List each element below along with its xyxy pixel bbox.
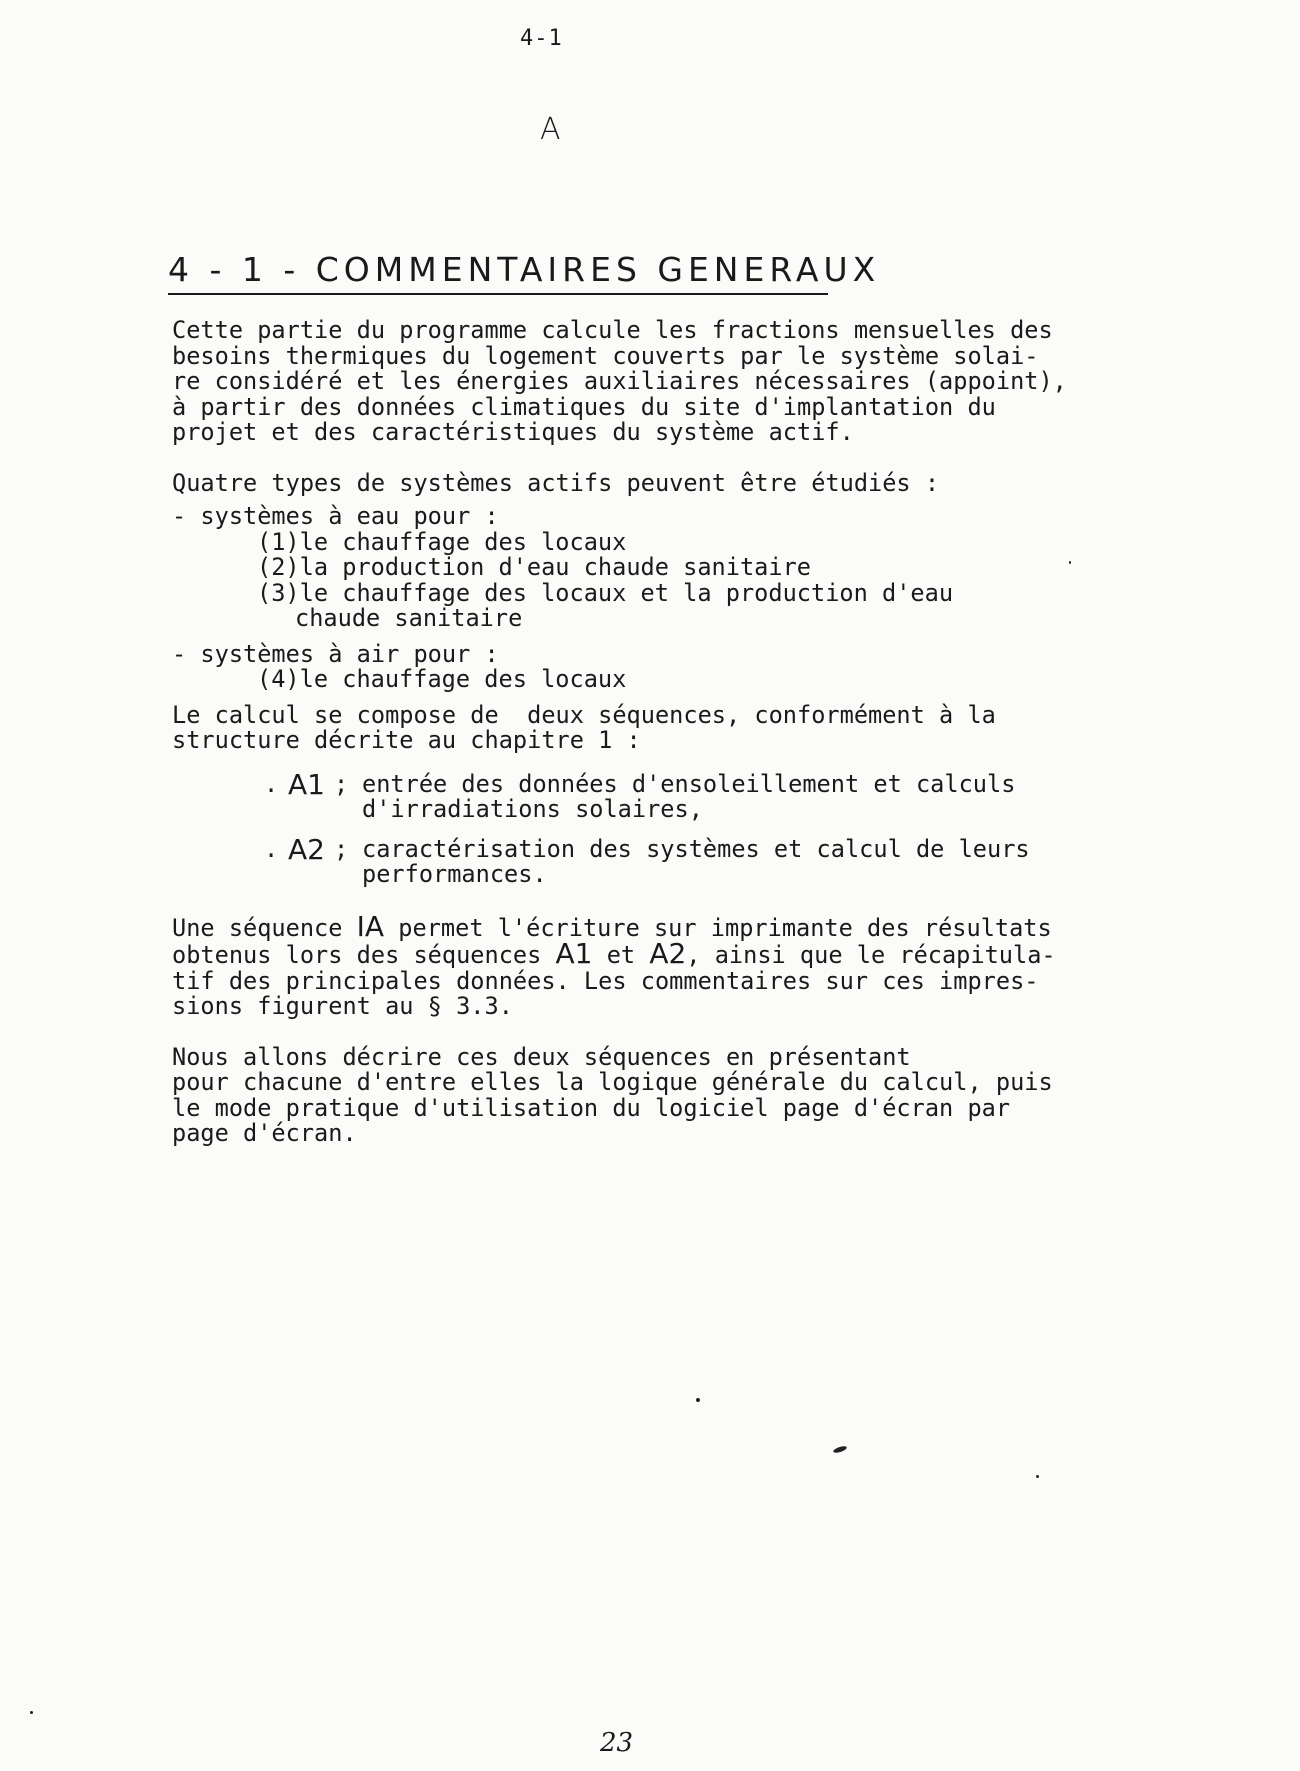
text-run: Une séquence	[172, 913, 357, 942]
list-heading-water: - systèmes à eau pour :	[172, 502, 499, 530]
paragraph-print-sequence	[172, 909, 1172, 1020]
scan-speck	[1036, 1475, 1039, 1478]
document-body	[172, 318, 1172, 1172]
sequence-description: caractérisation des systèmes et calcul de leurs performances.	[362, 834, 1030, 888]
section-title: 4 - 1 - COMMENTAIRES GENERAUX	[168, 250, 828, 295]
text-run: , ainsi que le récapitula- tif des principales données. Les commentaires sur ces impres- sions figurent au § 3.3.	[172, 941, 1056, 1020]
sequence-code: A2	[649, 937, 687, 970]
sequence-separator: ;	[334, 834, 349, 863]
air-systems-list	[172, 639, 1172, 693]
sequence-item-a1	[264, 767, 1172, 823]
sequence-code: A2	[288, 832, 325, 866]
sequence-bullet: .	[264, 769, 279, 798]
list-item-text: le chauffage des locaux	[299, 527, 627, 556]
list-item-text: le chauffage des locaux	[299, 665, 627, 693]
list-item-number: (4)	[257, 665, 300, 693]
sequence-description: entrée des données d'ensoleillement et calculs d'irradiations solaires,	[362, 769, 1016, 823]
part-letter: A	[540, 112, 561, 147]
list-item-text: le chauffage des locaux et la production d'eau	[299, 578, 954, 607]
handwritten-page-number: 23	[600, 1728, 634, 1758]
scan-speck	[833, 1445, 848, 1454]
sequence-code: IA	[356, 909, 385, 943]
sequence-item-a2	[264, 832, 1172, 888]
list-item-continuation: chaude sanitaire	[295, 604, 523, 632]
list-item	[172, 667, 1172, 693]
scan-speck	[696, 1398, 700, 1402]
list-item-number: (2)	[257, 553, 300, 581]
list-item-number: (1)	[257, 527, 300, 556]
text-run: et	[592, 941, 650, 969]
list-item	[172, 527, 1172, 556]
paragraph-system-types: Quatre types de systèmes actifs peuvent être étudiés :	[172, 468, 940, 497]
paragraph-conclusion: Nous allons décrire ces deux séquences en présentant pour chacune d'entre elles la logique générale du calcul, puis le mode pratique d'utilisation du logiciel page d'écran par page d'écran.	[172, 1042, 1053, 1147]
paragraph-calculation: Le calcul se compose de deux séquences, conformément à la structure décrite au chapitre 1 :	[172, 700, 996, 754]
scan-speck	[1069, 561, 1071, 564]
paragraph-intro: Cette partie du programme calcule les fractions mensuelles des besoins thermiques du logement couverts par le système solai- re considéré et les énergies auxiliaires nécessaires (appoint), à partir des données climatiques du site d'implantation du projet et des caractéristiques du système actif.	[172, 316, 1067, 446]
text-run: permet l'écriture sur imprimante des résultats obtenus lors des séquences	[172, 913, 1052, 969]
sequence-separator: ;	[334, 769, 349, 798]
list-item	[172, 555, 1172, 581]
scan-speck	[30, 1711, 33, 1714]
list-item	[172, 578, 1172, 632]
sequence-code: A1	[288, 767, 325, 801]
sequence-code: A1	[555, 937, 593, 970]
water-systems-list	[172, 504, 1172, 632]
list-item-text: la production d'eau chaude sanitaire	[299, 553, 811, 581]
list-heading-air: - systèmes à air pour :	[172, 639, 499, 668]
page-number: 4-1	[520, 26, 563, 51]
list-item-number: (3)	[257, 578, 300, 607]
sequence-bullet: .	[264, 834, 279, 863]
